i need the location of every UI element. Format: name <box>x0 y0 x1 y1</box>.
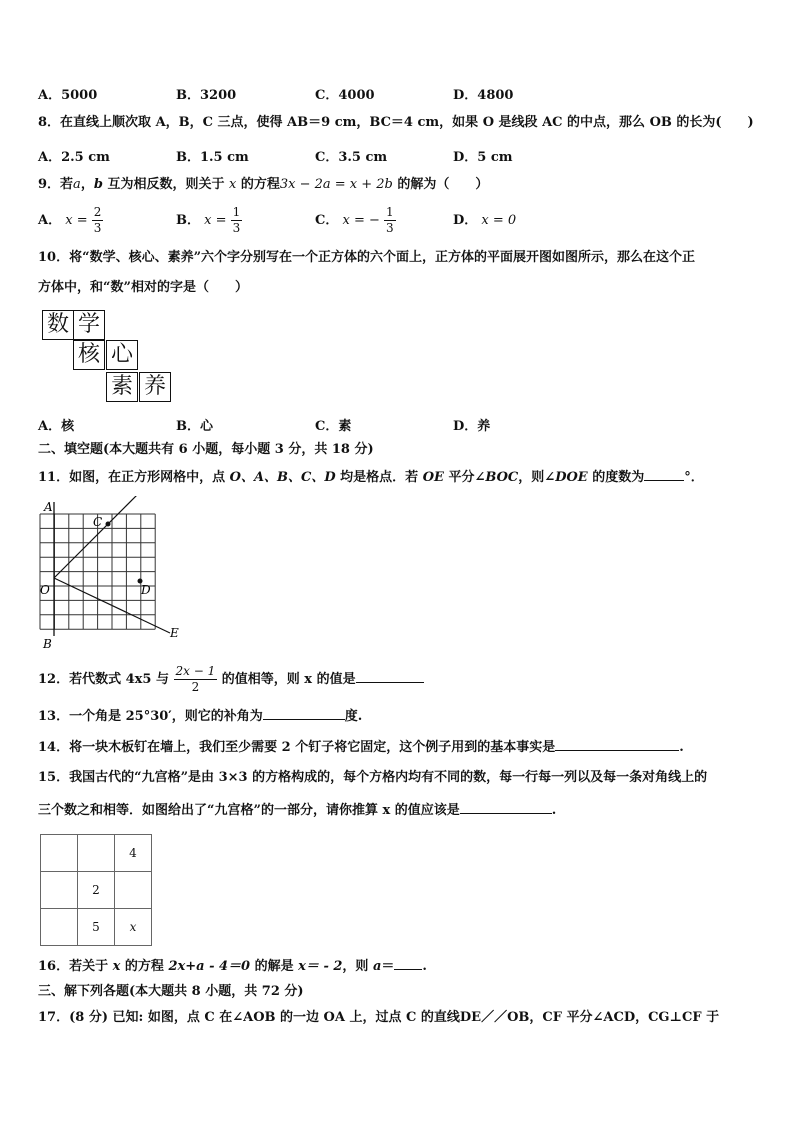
q8-option-d: D．5 cm <box>453 150 513 165</box>
grid-cell <box>41 909 78 946</box>
nine-grid-table <box>40 834 152 946</box>
q10-option-b: B．心 <box>176 419 213 434</box>
grid-cell <box>115 872 152 909</box>
q8-option-b: B．1.5 cm <box>176 150 249 165</box>
q10-stem-line2: 方体中，和“数”相对的字是（ ） <box>38 280 248 295</box>
cube-face-6: 养 <box>139 372 171 402</box>
grid-cell <box>41 835 78 872</box>
q15-stem-line1: 15．我国古代的“九宫格”是由 3×3 的方格构成的，每个方格内均有不同的数，每一行每一列以及每一条对角线上的 <box>38 770 708 785</box>
q9-stem: 9．若a，b 互为相反数，则关于 x 的方程3x − 2a = x + 2b 的解为（ ） <box>38 177 489 192</box>
grid-cell: x <box>115 909 152 946</box>
q7-option-a: A．5000 <box>38 88 98 103</box>
label-c: C <box>93 515 103 529</box>
label-e: E <box>170 626 179 640</box>
q13-stem: 13．一个角是 25°30′，则它的补角为 度. <box>38 709 363 724</box>
q17-stem: 17．(8 分) 已知: 如图，点 C 在∠AOB 的一边 OA 上，过点 C 的直线DE／／OB，CF 平分∠ACD，CG⊥CF 于 <box>38 1010 720 1025</box>
cube-face-4: 心 <box>106 340 138 370</box>
q16-stem: 16．若关于 x 的方程 2x+a - 4＝0 的解是 x＝ - 2，则 a＝ . <box>38 959 427 974</box>
section-2-heading: 二、填空题(本大题共有 6 小题，每小题 3 分，共 18 分) <box>38 442 374 457</box>
label-b: B <box>43 637 52 651</box>
q7-option-d: D．4800 <box>453 88 514 103</box>
q10-option-a: A．核 <box>38 419 75 434</box>
q8-option-c: C．3.5 cm <box>315 150 388 165</box>
q9-option-b: B． x = $\frac{1}{3}$ <box>176 205 241 235</box>
q7-option-b: B．3200 <box>176 88 237 103</box>
q9-option-d: D． x = 0 <box>453 213 517 228</box>
cube-face-1: 数 <box>42 310 74 340</box>
q8-stem: 8．在直线上顺次取 A，B，C 三点，使得 AB＝9 cm，BC＝4 cm，如果 O 是线段 AC 的中点，那么 OB 的长为( ) <box>38 115 754 130</box>
q9-option-a: A． x = $\frac{2}{3}$ <box>38 205 102 235</box>
grid-cell: 5 <box>78 909 115 946</box>
grid-cell <box>78 835 115 872</box>
grid-cell: 4 <box>115 835 152 872</box>
q11-stem: 11．如图，在正方形网格中，点 O、A、B、C、D 均是格点．若 OE 平分∠BOC，则∠DOE 的度数为 °． <box>38 470 704 485</box>
q15-stem-line2: 三个数之和相等．如图给出了“九宫格”的一部分，请你推算 x 的值应该是 . <box>38 803 557 818</box>
q10-option-c: C．素 <box>315 419 352 434</box>
q7-option-c: C．4000 <box>315 88 375 103</box>
q10-option-d: D．养 <box>453 419 491 434</box>
cube-face-3: 核 <box>73 340 105 370</box>
grid-cell <box>41 872 78 909</box>
cube-face-2: 学 <box>73 310 105 340</box>
q11-grid-figure <box>32 496 192 652</box>
q14-stem: 14．将一块木板钉在墙上，我们至少需要 2 个钉子将它固定，这个例子用到的基本事实是 . <box>38 740 684 755</box>
grid-cell: 2 <box>78 872 115 909</box>
point-c <box>106 522 111 527</box>
cube-face-5: 素 <box>106 372 138 402</box>
q10-stem-line1: 10．将“数学、核心、素养”六个字分别写在一个正方体的六个面上，正方体的平面展开图如图所示，那么在这个正 <box>38 250 696 265</box>
q8-option-a: A．2.5 cm <box>38 150 110 165</box>
q9-option-c: C． x = − $\frac{1}{3}$ <box>315 205 394 235</box>
label-o: O <box>40 583 50 597</box>
label-a: A <box>44 500 53 514</box>
q12-stem: 12．若代数式 4x5 与 $\frac{2x - 1}{2}$ 的值相等，则 x 的值是 <box>38 662 424 698</box>
label-d: D <box>141 583 151 597</box>
section-3-heading: 三、解下列各题(本大题共 8 小题，共 72 分) <box>38 984 304 999</box>
